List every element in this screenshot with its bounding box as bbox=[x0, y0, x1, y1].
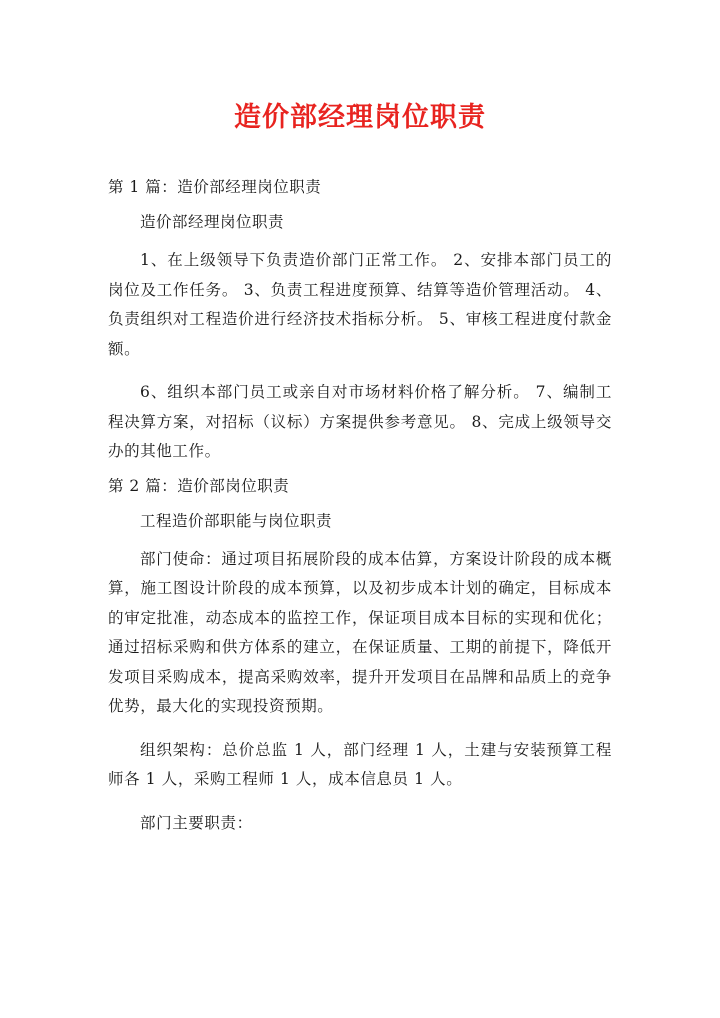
section2-heading: 第 2 篇：造价部岗位职责 bbox=[108, 476, 290, 495]
section2-paragraph-mission: 部门使命：通过项目拓展阶段的成本估算，方案设计阶段的成本概算，施工图设计阶段的成本预算，以及初步成本计划的确定，目标成本的审定批准，动态成本的监控工作，保证项目成本目标的实现和优化；通过招标采购和供方体系的建立，在保证质量、工期的前提下，降低开发项目采购成本，提高采购效率，提升开发项目在品牌和品质上的竞争优势，最大化的实现投资预期。 bbox=[108, 549, 612, 715]
section2-subheading: 工程造价部职能与岗位职责 bbox=[140, 511, 333, 530]
section1-paragraph-2: 6、组织本部门员工或亲自对市场材料价格了解分析。 7、编制工程决算方案，对招标（议标）方案提供参考意见。 8、完成上级领导交办的其他工作。 bbox=[108, 383, 612, 460]
document-title: 造价部经理岗位职责 bbox=[234, 102, 486, 133]
section2-paragraph-structure: 组织架构：总价总监 1 人，部门经理 1 人，土建与安装预算工程师各 1 人，采购工程师 1 人，成本信息员 1 人。 bbox=[108, 740, 612, 788]
section1-subheading: 造价部经理岗位职责 bbox=[140, 213, 285, 231]
section1-paragraph-1: 1、在上级领导下负责造价部门正常工作。 2、安排本部门员工的岗位及工作任务。 3、负责工程进度预算、结算等造价管理活动。 4、负责组织对工程造价进行经济技术指标分析。 5、审核工程进度付款金额。 bbox=[108, 251, 612, 358]
section1-heading: 第 1 篇：造价部经理岗位职责 bbox=[108, 178, 322, 196]
section2-paragraph-duties: 部门主要职责： bbox=[140, 813, 253, 832]
